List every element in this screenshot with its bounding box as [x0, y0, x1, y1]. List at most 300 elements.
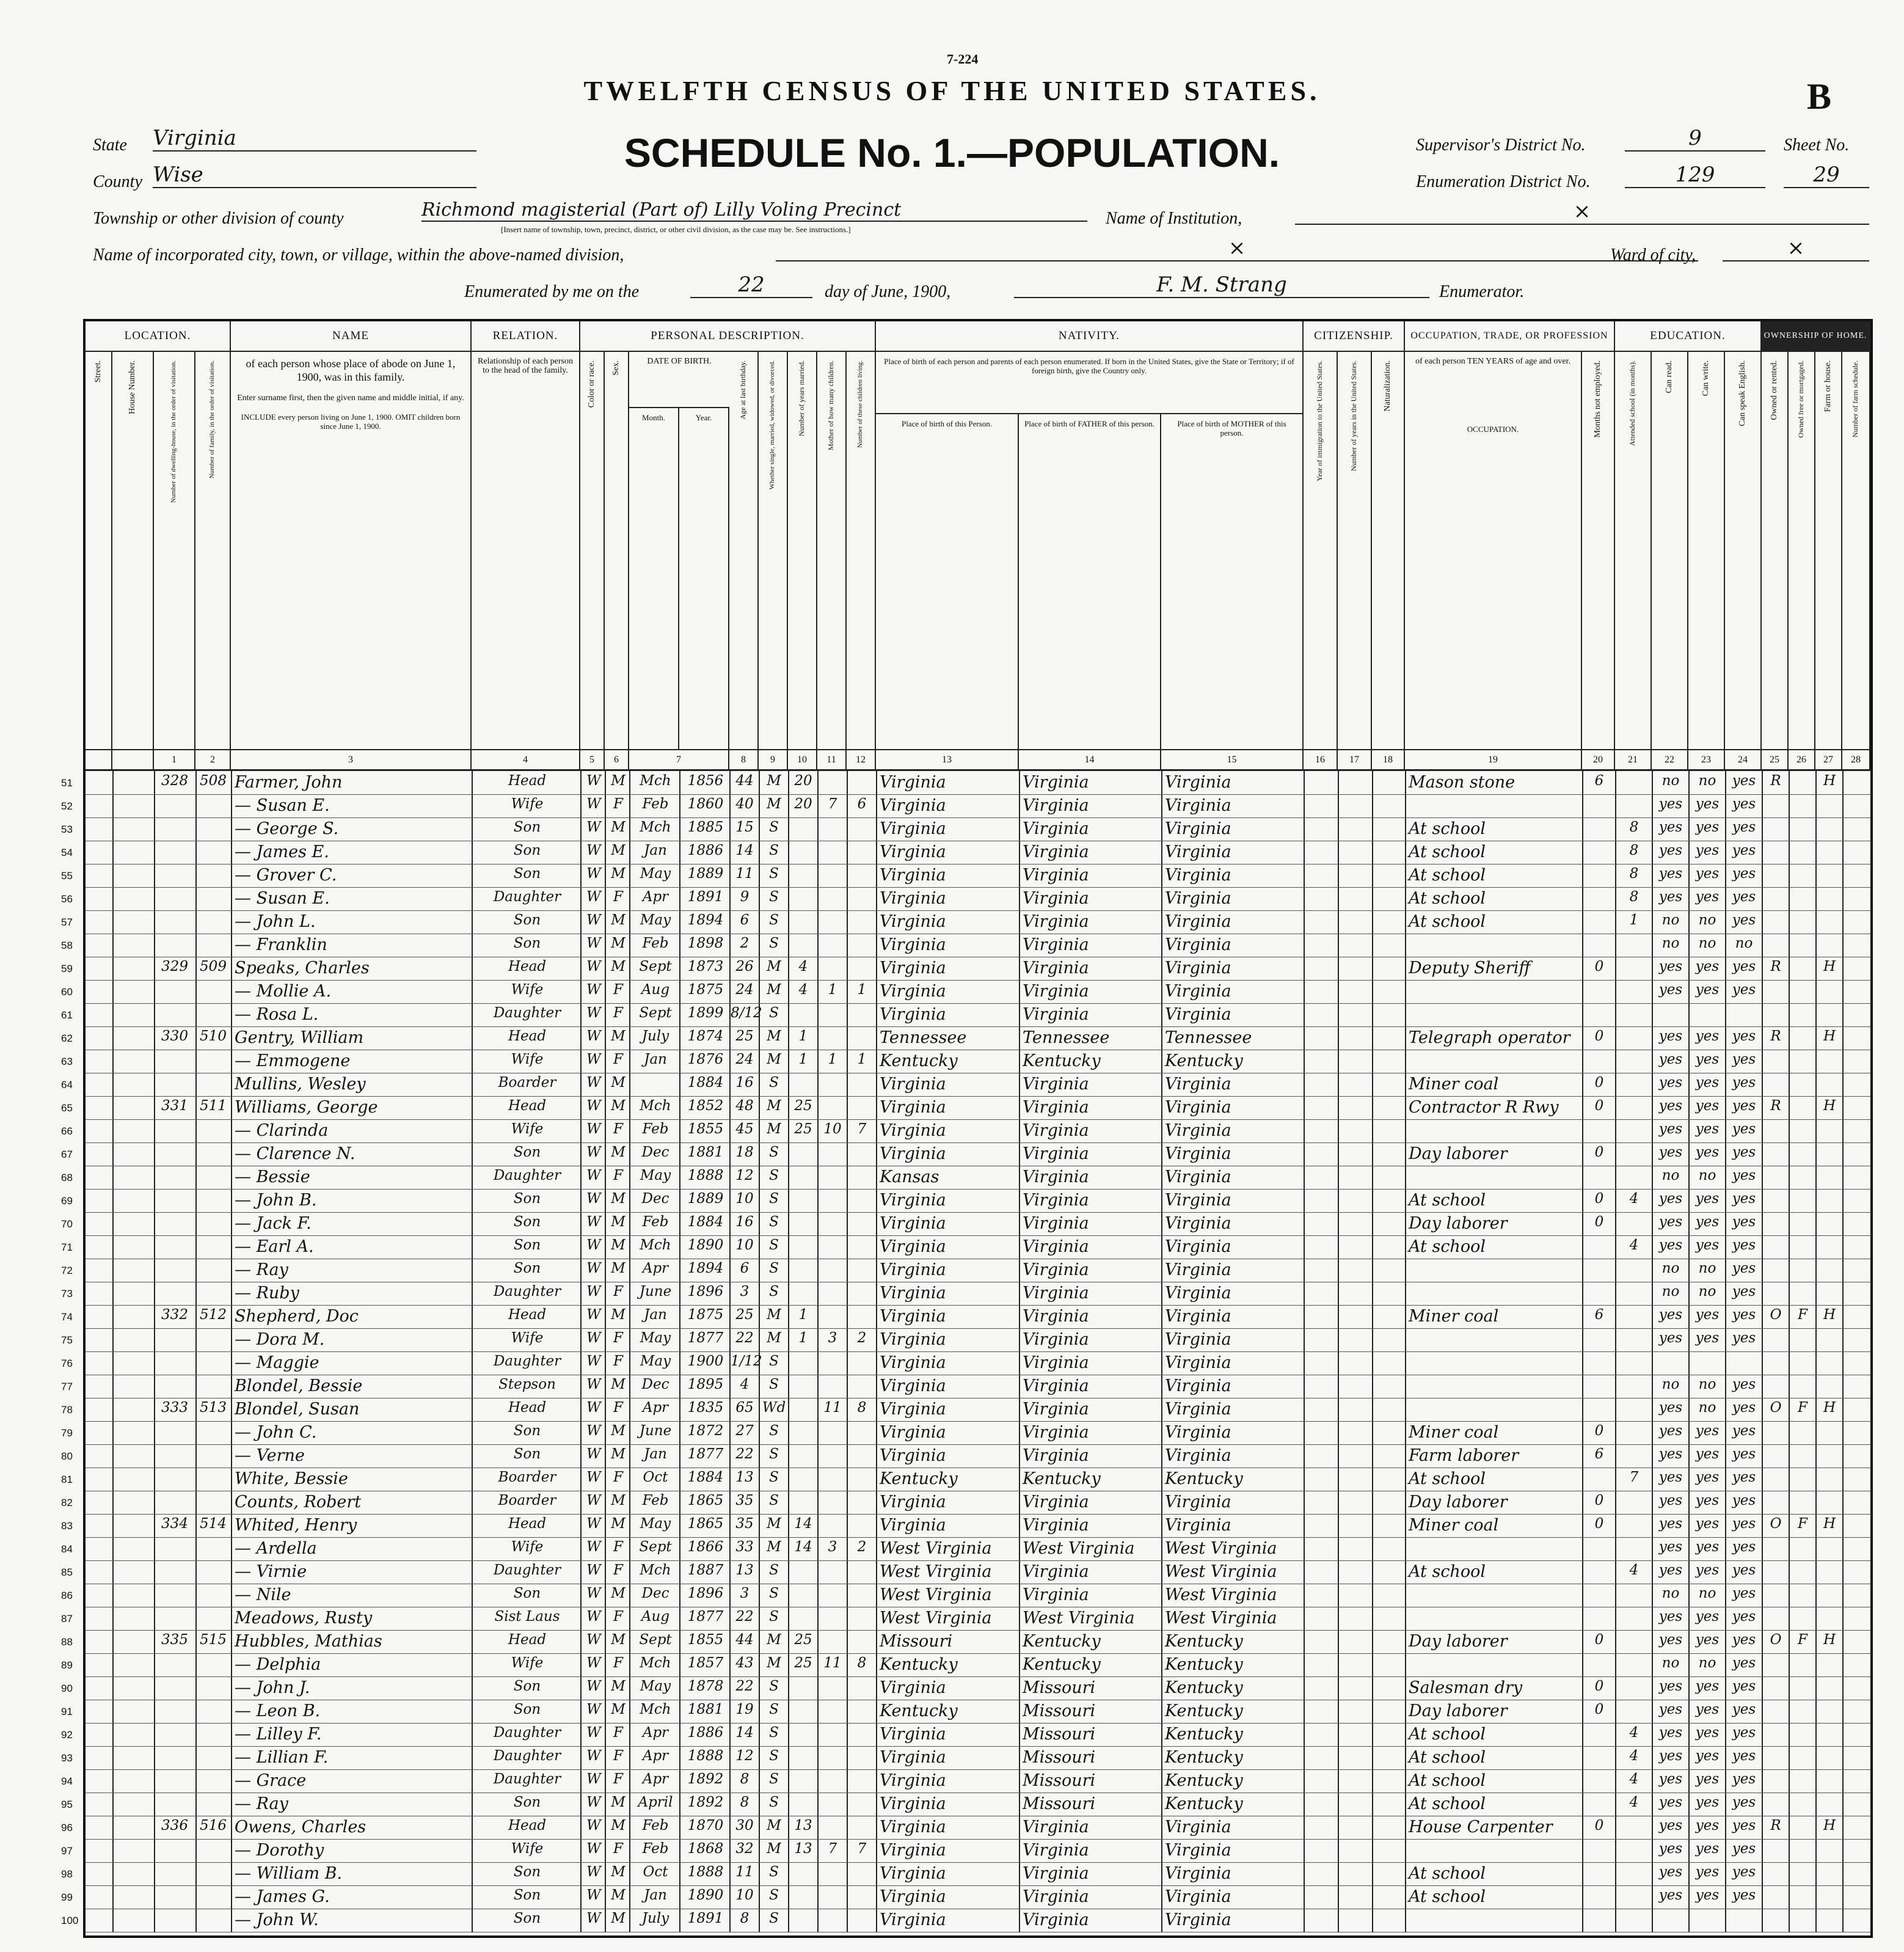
cell-age: 3 — [740, 1585, 750, 1601]
cell-wr: no — [1698, 1655, 1716, 1671]
cell-color: W — [586, 1191, 601, 1207]
cell-month: Jan — [644, 1051, 667, 1067]
cell-sex: F — [613, 1771, 623, 1787]
cell-occ: Miner coal — [1409, 1423, 1499, 1442]
header-sex: Sex. — [605, 352, 629, 749]
form-number: 7-224 — [947, 51, 979, 67]
cell-wr: no — [1698, 1585, 1716, 1601]
cell-sp: yes — [1732, 773, 1756, 789]
row-number: 98 — [61, 1868, 73, 1880]
cell-sp: yes — [1732, 1051, 1756, 1067]
cell-age: 2 — [740, 935, 750, 951]
cell-b3: Virginia — [1165, 1400, 1231, 1419]
cell-year: 1887 — [687, 1562, 724, 1578]
cell-name: Shepherd, Doc — [235, 1307, 359, 1326]
cell-rd: yes — [1658, 889, 1683, 905]
cell-color: W — [586, 1841, 601, 1857]
cell-b1: Virginia — [880, 1771, 946, 1790]
cell-un: 0 — [1594, 1098, 1604, 1114]
cell-b1: Virginia — [880, 1864, 946, 1883]
cell-b3: Virginia — [1165, 1887, 1231, 1906]
cell-wr: yes — [1695, 1191, 1720, 1207]
cell-b2: Missouri — [1023, 1702, 1096, 1720]
row-number: 68 — [61, 1172, 73, 1183]
cell-b3: Virginia — [1165, 1121, 1231, 1140]
cell-b2: Virginia — [1023, 1168, 1089, 1186]
cell-rd: no — [1661, 1585, 1680, 1601]
cell-mar: S — [769, 1260, 779, 1276]
cell-wr: yes — [1695, 1237, 1720, 1253]
cell-b3: Virginia — [1165, 1191, 1231, 1210]
cell-color: W — [586, 1748, 601, 1764]
cell-wr: yes — [1695, 1702, 1720, 1717]
cell-rel: Boarder — [498, 1469, 556, 1485]
cell-sp: yes — [1732, 1121, 1756, 1137]
cell-b3: West Virginia — [1165, 1609, 1277, 1628]
cell-year: 1865 — [687, 1516, 724, 1532]
cell-age: 26 — [735, 959, 754, 974]
cell-year: 1875 — [687, 982, 724, 998]
cell-month: Dec — [641, 1376, 669, 1392]
cell-sex: M — [611, 866, 626, 882]
cell-mar: M — [767, 1818, 781, 1833]
row-number: 62 — [61, 1033, 73, 1044]
cell-sex: F — [613, 1051, 623, 1067]
cell-mar: S — [769, 1376, 779, 1392]
cell-b1: Virginia — [880, 796, 946, 815]
row-number: 96 — [61, 1822, 73, 1833]
enumerator-signature: F. M. Strang — [1014, 272, 1429, 298]
cell-ym: 20 — [794, 796, 812, 812]
cell-sp: no — [1735, 935, 1753, 951]
cell-name: — John W. — [235, 1910, 319, 1929]
cell-b2: Kentucky — [1023, 1469, 1101, 1488]
cell-month: Mch — [640, 1655, 671, 1671]
cell-rel: Son — [513, 866, 541, 882]
group-citizenship: CITIZENSHIP. — [1304, 321, 1405, 352]
cell-b2: Virginia — [1023, 773, 1089, 792]
cell-b1: Kentucky — [880, 1051, 958, 1070]
cell-sp: yes — [1732, 1841, 1756, 1857]
cell-year: 1874 — [687, 1028, 724, 1044]
cell-b2: Missouri — [1023, 1678, 1096, 1697]
cell-b1: Virginia — [880, 1330, 946, 1349]
table-row — [86, 817, 1870, 818]
cell-name: — Ruby — [235, 1284, 299, 1303]
cell-mo: 3 — [828, 1330, 837, 1346]
cell-b1: Virginia — [880, 1725, 946, 1744]
cell-mar: M — [767, 1516, 781, 1532]
cell-occ: At school — [1409, 912, 1486, 931]
colnum-14: 14 — [1019, 749, 1161, 771]
table-row — [86, 1514, 1870, 1515]
header-months-unemployed: Months not employed. — [1582, 352, 1615, 749]
header-family: Number of family, in the order of visitation. — [195, 352, 231, 749]
cell-sp: yes — [1732, 1702, 1756, 1717]
cell-b2: Virginia — [1023, 819, 1089, 838]
table-row — [86, 1769, 1870, 1770]
cell-fam: 516 — [200, 1818, 227, 1833]
cell-name: — George S. — [235, 819, 339, 838]
cell-b3: Virginia — [1165, 1446, 1231, 1465]
cell-mar: M — [767, 1655, 781, 1671]
cell-b3: Virginia — [1165, 1307, 1231, 1326]
cell-sp: yes — [1732, 1748, 1756, 1764]
cell-name: — John L. — [235, 912, 316, 931]
cell-month: June — [639, 1284, 672, 1300]
row-number: 84 — [61, 1543, 73, 1555]
cell-occ: At school — [1409, 1469, 1486, 1488]
cell-mo: 1 — [828, 982, 837, 998]
ward-value: × — [1723, 236, 1869, 261]
cell-name: — Earl A. — [235, 1237, 314, 1256]
cell-sex: M — [611, 1237, 626, 1253]
cell-b2: Virginia — [1023, 1910, 1089, 1929]
table-row — [86, 910, 1870, 911]
cell-un: 6 — [1594, 1307, 1604, 1323]
cell-sex: M — [611, 935, 626, 951]
cell-rd: yes — [1658, 1400, 1683, 1416]
cell-mar: S — [769, 1191, 779, 1207]
header-birth-person: Place of birth of this Person. — [876, 413, 1019, 749]
cell-wr: yes — [1695, 1446, 1720, 1462]
cell-un: 0 — [1594, 1678, 1604, 1694]
cell-sex: M — [611, 1144, 626, 1160]
cell-year: 1868 — [687, 1841, 724, 1857]
cell-b3: West Virginia — [1165, 1585, 1277, 1604]
cell-sex: M — [611, 1818, 626, 1833]
cell-year: 1873 — [687, 959, 724, 974]
colnum-6: 6 — [605, 749, 629, 771]
cell-year: 1892 — [687, 1794, 724, 1810]
cell-name: Blondel, Bessie — [235, 1376, 363, 1395]
cell-sp: yes — [1732, 1655, 1756, 1671]
cell-month: Feb — [642, 935, 669, 951]
cell-b2: Virginia — [1023, 1841, 1089, 1860]
cell-b2: West Virginia — [1023, 1539, 1135, 1558]
cell-wr: no — [1698, 1284, 1716, 1300]
cell-b1: Virginia — [880, 1121, 946, 1140]
cell-sex: M — [611, 1307, 626, 1323]
cell-b1: Virginia — [880, 1098, 946, 1117]
sheet-label: Sheet No. — [1784, 136, 1850, 155]
cell-rel: Wife — [511, 1539, 544, 1555]
cell-age: 19 — [735, 1702, 754, 1717]
table-row — [86, 1119, 1870, 1120]
cell-color: W — [586, 1423, 601, 1439]
cell-dw: 329 — [161, 959, 188, 974]
cell-rd: yes — [1658, 1446, 1683, 1462]
cell-age: 15 — [735, 819, 754, 835]
header-free-mortgaged: Owned free or mortgaged. — [1789, 352, 1815, 749]
cell-ym: 1 — [798, 1028, 808, 1044]
cell-sex: F — [613, 796, 623, 812]
cell-name: — Maggie — [235, 1353, 319, 1372]
cell-sex: F — [613, 1841, 623, 1857]
cell-age: 25 — [735, 1028, 754, 1044]
cell-sex: M — [611, 1864, 626, 1880]
cell-color: W — [586, 982, 601, 998]
cell-month: Dec — [641, 1585, 669, 1601]
cell-sex: M — [611, 912, 626, 928]
cell-wr: yes — [1695, 959, 1720, 974]
cell-month: May — [640, 1168, 671, 1183]
cell-occ: Contractor R Rwy — [1409, 1098, 1559, 1117]
cell-rel: Wife — [511, 1330, 544, 1346]
cell-age: 24 — [735, 982, 754, 998]
table-row — [86, 1723, 1870, 1724]
row-number: 89 — [61, 1659, 73, 1671]
cell-b1: Virginia — [880, 1144, 946, 1163]
cell-b2: Virginia — [1023, 889, 1089, 908]
cell-name: — Dorothy — [235, 1841, 324, 1860]
cell-b2: West Virginia — [1023, 1609, 1135, 1628]
cell-b2: Virginia — [1023, 1121, 1089, 1140]
cell-b1: Virginia — [880, 1493, 946, 1512]
cell-own: R — [1770, 959, 1781, 974]
cell-wr: no — [1698, 935, 1716, 951]
supervisor-label: Supervisor's District No. — [1416, 136, 1586, 155]
cell-b1: Virginia — [880, 912, 946, 931]
cell-sex: M — [611, 1516, 626, 1532]
row-number: 87 — [61, 1613, 73, 1625]
county-value: Wise — [153, 163, 476, 188]
cell-sch: 1 — [1629, 912, 1639, 928]
cell-color: W — [586, 1237, 601, 1253]
cell-rel: Head — [508, 1632, 547, 1648]
cell-age: 25 — [735, 1307, 754, 1323]
cell-mar: S — [769, 1585, 779, 1601]
cell-dw: 330 — [161, 1028, 188, 1044]
cell-year: 1894 — [687, 912, 724, 928]
census-title: TWELFTH CENSUS OF THE UNITED STATES. — [583, 75, 1321, 106]
cell-wr: yes — [1695, 1098, 1720, 1114]
cell-b2: Virginia — [1023, 843, 1089, 861]
cell-farm: H — [1823, 1818, 1836, 1833]
cell-dw: 333 — [161, 1400, 188, 1416]
cell-fam: 514 — [200, 1516, 227, 1532]
cell-sex: M — [611, 1376, 626, 1392]
cell-name: Speaks, Charles — [235, 959, 370, 978]
cell-rel: Son — [513, 1794, 541, 1810]
cell-year: 1888 — [687, 1864, 724, 1880]
cell-age: 22 — [735, 1678, 754, 1694]
cell-year: 1895 — [687, 1376, 724, 1392]
cell-b2: Virginia — [1023, 1284, 1089, 1303]
table-row — [86, 1885, 1870, 1886]
cell-age: 12 — [735, 1748, 754, 1764]
header-children-living: Number of these children living. — [847, 352, 876, 749]
cell-sp: yes — [1732, 1168, 1756, 1183]
cell-occ: At school — [1409, 1191, 1486, 1210]
cell-year: 1889 — [687, 1191, 724, 1207]
cell-wr: no — [1698, 1400, 1716, 1416]
cell-color: W — [586, 1585, 601, 1601]
cell-month: Jan — [644, 843, 667, 858]
cell-sp: yes — [1732, 1446, 1756, 1462]
cell-sex: M — [611, 1887, 626, 1903]
cell-age: 1/12 — [731, 1353, 762, 1369]
cell-sex: M — [611, 1632, 626, 1648]
cell-age: 27 — [735, 1423, 754, 1439]
cell-color: W — [586, 819, 601, 835]
cell-farm: H — [1823, 1400, 1836, 1416]
cell-mar: S — [769, 889, 779, 905]
cell-year: 1899 — [687, 1005, 724, 1021]
colnum-8: 8 — [729, 749, 759, 771]
cell-year: 1886 — [687, 1725, 724, 1741]
cell-sex: M — [611, 1098, 626, 1114]
cell-sex: F — [613, 1562, 623, 1578]
cell-age: 65 — [735, 1400, 754, 1416]
cell-ym: 1 — [798, 1051, 808, 1067]
cell-mar: S — [769, 1702, 779, 1717]
cell-color: W — [586, 959, 601, 974]
cell-wr: yes — [1695, 1051, 1720, 1067]
cell-sex: M — [611, 1585, 626, 1601]
cell-mar: S — [769, 1887, 779, 1903]
cell-mar: S — [769, 1493, 779, 1508]
cell-age: 16 — [735, 1075, 754, 1091]
cell-wr: yes — [1695, 1330, 1720, 1346]
cell-wr: yes — [1695, 1144, 1720, 1160]
cell-b3: Virginia — [1165, 959, 1231, 978]
cell-year: 1891 — [687, 1910, 724, 1926]
cell-age: 43 — [735, 1655, 754, 1671]
cell-b1: Virginia — [880, 1794, 946, 1813]
cell-rel: Wife — [511, 796, 544, 812]
cell-sch: 7 — [1629, 1469, 1639, 1485]
cell-age: 22 — [735, 1609, 754, 1625]
cell-mar: M — [767, 959, 781, 974]
cell-sex: M — [611, 1910, 626, 1926]
cell-sp: yes — [1732, 1191, 1756, 1207]
cell-year: 1890 — [687, 1237, 724, 1253]
cell-b2: Virginia — [1023, 1446, 1089, 1465]
cell-wr: no — [1698, 1260, 1716, 1276]
cell-mar: S — [769, 1771, 779, 1787]
cell-sp: yes — [1732, 912, 1756, 928]
cell-year: 1891 — [687, 889, 724, 905]
cell-rel: Head — [508, 1098, 547, 1114]
row-number: 70 — [61, 1218, 73, 1230]
cell-ym: 13 — [794, 1818, 812, 1833]
cell-occ: At school — [1409, 1887, 1486, 1906]
cell-un: 0 — [1594, 1516, 1604, 1532]
cell-rd: yes — [1658, 1144, 1683, 1160]
cell-ym: 1 — [798, 1307, 808, 1323]
cell-sex: M — [611, 1260, 626, 1276]
cell-b1: Virginia — [880, 1841, 946, 1860]
cell-b3: Virginia — [1165, 1098, 1231, 1117]
cell-year: 1900 — [687, 1353, 724, 1369]
cell-b1: Virginia — [880, 1075, 946, 1094]
header-can-speak: Can speak English. — [1725, 352, 1762, 749]
row-number: 94 — [61, 1775, 73, 1787]
ward-label: Ward of city, — [1610, 246, 1696, 265]
cell-sex: F — [613, 1655, 623, 1671]
cell-mo: 11 — [823, 1400, 842, 1416]
cell-rel: Head — [508, 1307, 547, 1323]
cell-age: 44 — [735, 1632, 754, 1648]
cell-occ: At school — [1409, 819, 1486, 838]
cell-b2: Kentucky — [1023, 1051, 1101, 1070]
cell-mar: M — [767, 796, 781, 812]
cell-rd: yes — [1658, 1214, 1683, 1230]
header-house-number: House Number. — [112, 352, 154, 749]
cell-color: W — [586, 1051, 601, 1067]
cell-b3: Virginia — [1165, 1493, 1231, 1512]
cell-rel: Son — [513, 1260, 541, 1276]
cell-b1: Virginia — [880, 1005, 946, 1024]
cell-mar: S — [769, 1910, 779, 1926]
cell-color: W — [586, 1330, 601, 1346]
enumerator-label: Enumerator. — [1439, 282, 1525, 301]
cell-year: 1878 — [687, 1678, 724, 1694]
cell-sp: yes — [1732, 1887, 1756, 1903]
cell-b3: Virginia — [1165, 1168, 1231, 1186]
header-farm-schedule: Number of farm schedule. — [1842, 352, 1870, 749]
colnum-27: 27 — [1815, 749, 1842, 771]
cell-name: Whited, Henry — [235, 1516, 357, 1535]
cell-mo: 10 — [823, 1121, 842, 1137]
cell-b3: Kentucky — [1165, 1725, 1243, 1744]
colnum-15: 15 — [1161, 749, 1304, 771]
cell-mar: M — [767, 1028, 781, 1044]
cell-fam: 510 — [200, 1028, 227, 1044]
cell-b2: Virginia — [1023, 1400, 1089, 1419]
cell-mo: 3 — [828, 1539, 837, 1555]
cell-ch: 2 — [857, 1539, 867, 1555]
cell-color: W — [586, 866, 601, 882]
cell-own: R — [1770, 1098, 1781, 1114]
cell-age: 10 — [735, 1191, 754, 1207]
cell-b1: Virginia — [880, 819, 946, 838]
cell-ym: 25 — [794, 1632, 812, 1648]
cell-dw: 332 — [161, 1307, 188, 1323]
colnum-16: 16 — [1304, 749, 1338, 771]
cell-b1: West Virginia — [880, 1609, 992, 1628]
cell-year: 1896 — [687, 1585, 724, 1601]
table-row — [86, 1235, 1870, 1236]
sheet-letter: B — [1807, 76, 1832, 117]
cell-age: 11 — [735, 866, 754, 882]
cell-wr: yes — [1695, 1887, 1720, 1903]
cell-sex: F — [613, 1725, 623, 1741]
cell-year: 1876 — [687, 1051, 724, 1067]
cell-b3: Virginia — [1165, 866, 1231, 885]
cell-rd: yes — [1658, 1609, 1683, 1625]
cell-b2: Virginia — [1023, 866, 1089, 885]
cell-rd: no — [1661, 1260, 1680, 1276]
colnum-25: 25 — [1762, 749, 1789, 771]
cell-sp: yes — [1732, 1376, 1756, 1392]
cell-occ: House Carpenter — [1409, 1818, 1553, 1837]
cell-sp: yes — [1732, 1771, 1756, 1787]
colnum-28: 28 — [1842, 749, 1870, 771]
cell-sex: M — [611, 1028, 626, 1044]
cell-rel: Wife — [511, 1841, 544, 1857]
cell-sch: 8 — [1629, 843, 1639, 858]
cell-year: 1884 — [687, 1469, 724, 1485]
cell-color: W — [586, 912, 601, 928]
cell-rel: Wife — [511, 1051, 544, 1067]
cell-ym: 25 — [794, 1098, 812, 1114]
header-name: of each person whose place of abode on June 1, 1900, was in this family. Enter surname first, then the given name and middle initial, if any. INCLUDE every person living on June 1, 1900. OMIT children born since June 1, 1900. — [231, 352, 472, 749]
cell-color: W — [586, 1446, 601, 1462]
cell-name: White, Bessie — [235, 1469, 348, 1488]
cell-name: — Clarence N. — [235, 1144, 356, 1163]
